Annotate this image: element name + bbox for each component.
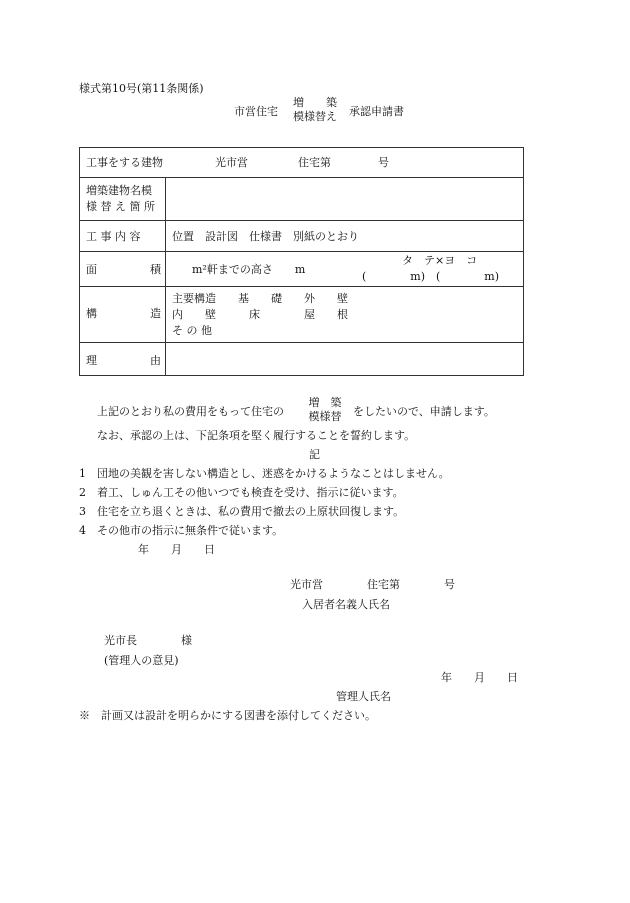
form-number: 様式第10号(第11条関係) [79,82,204,95]
title-stack [290,96,340,124]
structure-label-left: 構 [86,307,97,320]
area-label-right: 積 [150,263,161,276]
title-stack-top: 増 築 [293,96,337,109]
paragraph1-stack-bottom: 模様替 [308,409,342,423]
house-number-label: 住宅第 [298,156,331,169]
paragraph2: なお、承認の上は、下記条項を堅く履行することを誓約します。 [97,429,416,442]
go-label: 号 [378,156,389,169]
ki-heading: 記 [309,448,320,461]
structure-line1: 主要構造 基 礎 外 壁 [172,292,348,305]
work-content-value: 位置 設計図 仕様書 別紙のとおり [172,230,359,243]
application-table [79,147,524,376]
row-divider [80,220,523,221]
title-prefix: 市営住宅 [234,105,278,118]
city-estate-label: 光市営 [215,156,248,169]
condition-item-3: 3 住宅を立ち退くときは、私の費用で撤去の上原状回復します。 [79,505,405,518]
application-date: 年 月 日 [138,543,215,556]
dimensions-value: ( m) ( m) [362,270,500,283]
location-label-line2: 様 替 え 箇 所 [86,200,155,213]
condition-item-4: 4 その他市の指示に無条件で従います。 [79,524,284,537]
applicant-estate: 光市営 住宅第 号 [290,578,455,591]
manager-date: 年 月 日 [441,671,518,684]
row-divider [80,251,523,252]
row-divider [80,342,523,343]
area-label-left: 面 [86,263,97,276]
building-label: 工事をする建物 [86,156,163,169]
structure-line2: 内 壁 床 屋 根 [172,308,348,321]
reason-field[interactable] [172,348,520,372]
paragraph1-suffix: をしたいので、申請します。 [353,405,495,418]
reason-label-left: 理 [86,354,97,367]
work-content-label: 工 事 内 容 [86,230,141,243]
reason-label-right: 由 [150,354,161,367]
mayor-addressee: 光市長 様 [104,634,192,647]
location-field[interactable] [172,184,520,216]
structure-line3: そ の 他 [172,324,212,337]
applicant-name-label: 入居者名義人氏名 [302,598,390,611]
paragraph1-stack-top: 増 築 [308,396,342,409]
condition-item-1: 1 団地の美観を害しない構造とし、迷惑をかけるようなことはしません。 [79,467,450,480]
title-stack-bottom: 模様替え [293,109,337,123]
structure-label-right: 造 [150,307,161,320]
manager-name-label: 管理人氏名 [336,690,391,703]
location-label-line1: 増築建物名模 [86,184,152,197]
row-divider [80,286,523,287]
row-divider [80,177,523,178]
attachment-note: ※ 計画又は設計を明らかにする図書を添付してください。 [79,709,376,722]
paragraph1-stack [302,396,348,424]
manager-opinion-label: (管理人の意見) [104,654,179,667]
height-text: m²軒までの高さ m [192,263,306,276]
column-divider [165,177,166,375]
condition-item-2: 2 着工、しゅん工その他いつでも検査を受け、指示に従います。 [79,486,404,499]
dimensions-header: タ テ×ヨ コ [402,254,478,267]
paragraph1-prefix: 上記のとおり私の費用をもって住宅の [97,405,284,418]
title-suffix: 承認申請書 [349,105,404,118]
